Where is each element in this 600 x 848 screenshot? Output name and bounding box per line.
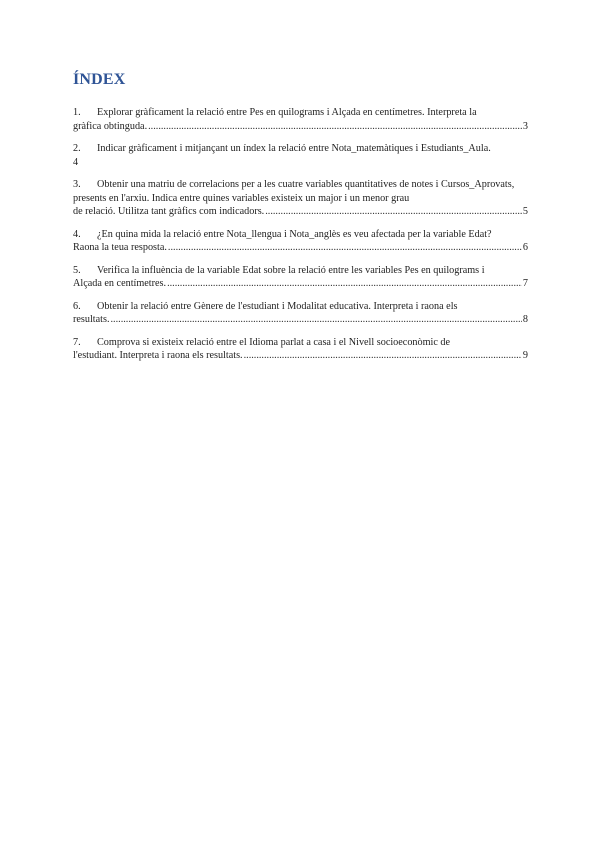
toc-leader-dots bbox=[148, 120, 522, 134]
toc-entry-number: 7. bbox=[73, 336, 81, 348]
toc-leader-dots bbox=[167, 277, 522, 291]
toc-leader-dots bbox=[111, 313, 522, 327]
toc-entry-text-end: l'estudiant. Interpreta i raona els resultats. bbox=[73, 350, 243, 361]
toc-entry-number: 2. bbox=[73, 143, 81, 154]
toc-entry-number: 1. bbox=[73, 107, 81, 118]
toc-entry-number: 4. bbox=[73, 228, 81, 240]
toc-entry-text: ¿En quina mida la relació entre Nota_llengua i Nota_anglès es veu afectada per la variable Edat? bbox=[97, 228, 492, 240]
toc-entry-4[interactable] bbox=[73, 228, 528, 255]
toc-entry-text-end: resultats. bbox=[73, 314, 110, 325]
toc-entry-2[interactable] bbox=[73, 142, 528, 169]
toc-page-number: 9 bbox=[522, 350, 528, 361]
toc-entry-number: 6. bbox=[73, 300, 81, 312]
toc-entry-text: Indicar gràficament i mitjançant un índex la relació entre Nota_matemàtiques i Estudiants_Aula. bbox=[97, 143, 491, 154]
toc-entry-number: 5. bbox=[73, 264, 81, 276]
toc-entry-text-end: Alçada en centímetres. bbox=[73, 278, 167, 289]
toc-entry-6[interactable] bbox=[73, 300, 528, 327]
toc-page-number: 6 bbox=[522, 242, 528, 253]
toc-entry-5[interactable] bbox=[73, 264, 528, 291]
toc-entry-number: 3. bbox=[73, 179, 81, 190]
toc-entry-3[interactable] bbox=[73, 178, 528, 219]
toc-page-number: 8 bbox=[522, 314, 528, 325]
toc-entry-text-end: Raona la teua resposta. bbox=[73, 242, 167, 253]
toc-entry-text: Comprova si existeix relació entre el Idioma parlat a casa i el Nivell socioeconòmic de bbox=[97, 336, 451, 348]
toc-entry-text-end: gràfica obtinguda. bbox=[73, 120, 148, 132]
toc-entry-1[interactable] bbox=[73, 106, 528, 133]
toc-page-number: 7 bbox=[522, 278, 528, 289]
toc-entry-text: Verifica la influència de la variable Edat sobre la relació entre les variables Pes en quilograms i bbox=[97, 264, 485, 276]
toc-leader-dots bbox=[265, 205, 522, 219]
toc-entry-text: Obtenir una matriu de correlacions per a les cuatre variables quantitatives de notes i Cursos_Aprovats, presents en l'arxiu. Indica entre quines variables existeix un major i un menor grau bbox=[73, 179, 515, 204]
toc-entry-text: Explorar gràficament la relació entre Pes en quilograms i Alçada en centímetres. Interpreta la bbox=[97, 107, 477, 118]
toc-leader-dots bbox=[168, 241, 522, 255]
toc-entry-7[interactable] bbox=[73, 336, 528, 363]
toc-leader-dots bbox=[244, 349, 522, 363]
toc-page-number: 5 bbox=[522, 206, 528, 217]
toc-entry-text-end: de relació. Utilitza tant gràfics com indicadors. bbox=[73, 206, 265, 217]
toc-list bbox=[73, 106, 528, 372]
toc-entry-text: Obtenir la relació entre Gènere de l'estudiant i Modalitat educativa. Interpreta i raona els bbox=[97, 300, 458, 312]
toc-page-number: 4 bbox=[73, 156, 79, 168]
toc-title: ÍNDEX bbox=[73, 71, 126, 88]
toc-page-number: 3 bbox=[522, 120, 528, 132]
